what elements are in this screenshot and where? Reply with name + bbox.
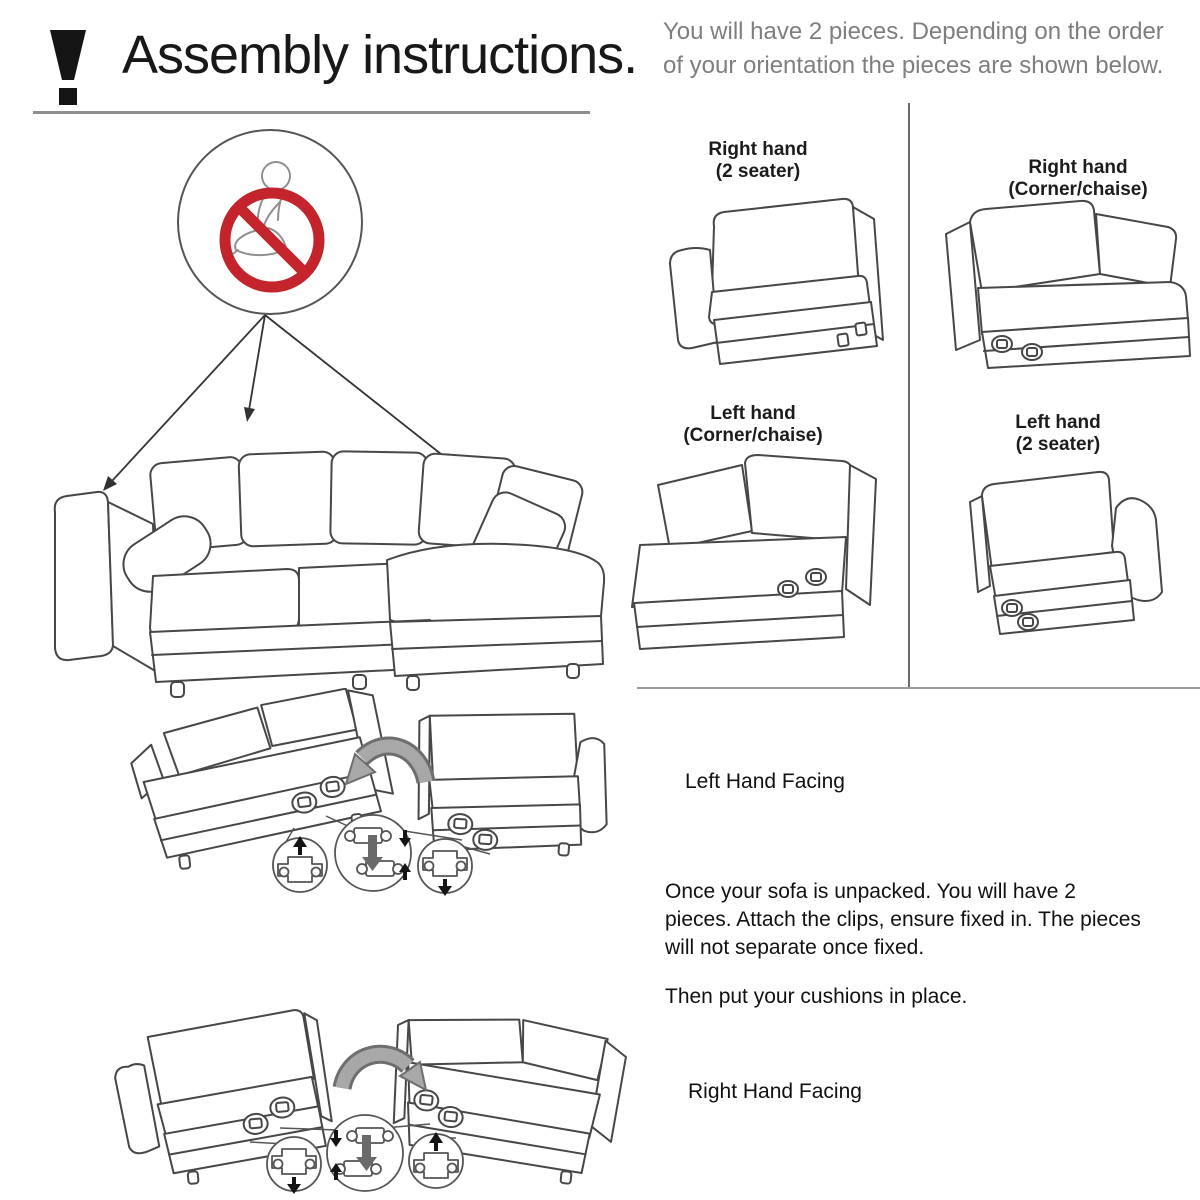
title-underline: [33, 111, 590, 114]
clip-detail-lock: [327, 1115, 403, 1191]
piece-label-left-hand-corner-chaise: Left hand (Corner/chaise): [683, 403, 823, 446]
clip-detail-up: [273, 836, 327, 892]
clip-detail-down: [418, 839, 472, 896]
join-illustration-left-facing: [118, 688, 646, 953]
piece-label-right-hand-2-seater: Right hand (2 seater): [708, 139, 808, 182]
right-hand-2-seater-illustration: [652, 188, 912, 368]
join-illustration-right-facing: [100, 998, 645, 1200]
cushions-paragraph: Then put your cushions in place.: [665, 985, 968, 1008]
clip-detail-lock: [335, 815, 411, 891]
exclamation-icon: [42, 28, 94, 108]
main-corner-sofa-illustration: [35, 440, 610, 712]
piece-label-right-hand-corner-chaise: Right hand (Corner/chaise): [1008, 157, 1148, 200]
right-hand-corner-chaise-illustration: [930, 192, 1192, 377]
left-hand-2-seater-illustration: [948, 450, 1188, 645]
left-hand-corner-chaise-illustration: [630, 445, 915, 655]
intro-text: You will have 2 pieces. Depending on the order of your orientation the pieces are shown below.: [663, 18, 1164, 79]
page-title: Assembly instructions.: [122, 25, 638, 85]
right-hand-facing-label: Right Hand Facing: [688, 1080, 862, 1103]
no-sitting-icon: [172, 124, 372, 324]
piece-label-left-hand-2-seater: Left hand (2 seater): [1015, 412, 1101, 455]
clip-detail-down: [267, 1137, 321, 1194]
left-hand-facing-label: Left Hand Facing: [685, 770, 845, 793]
grid-horizontal-divider: [637, 687, 1200, 689]
instructions-paragraph: Once your sofa is unpacked. You will have 2 pieces. Attach the clips, ensure fixed in. The pieces will not separate once fixed.: [665, 880, 1141, 959]
